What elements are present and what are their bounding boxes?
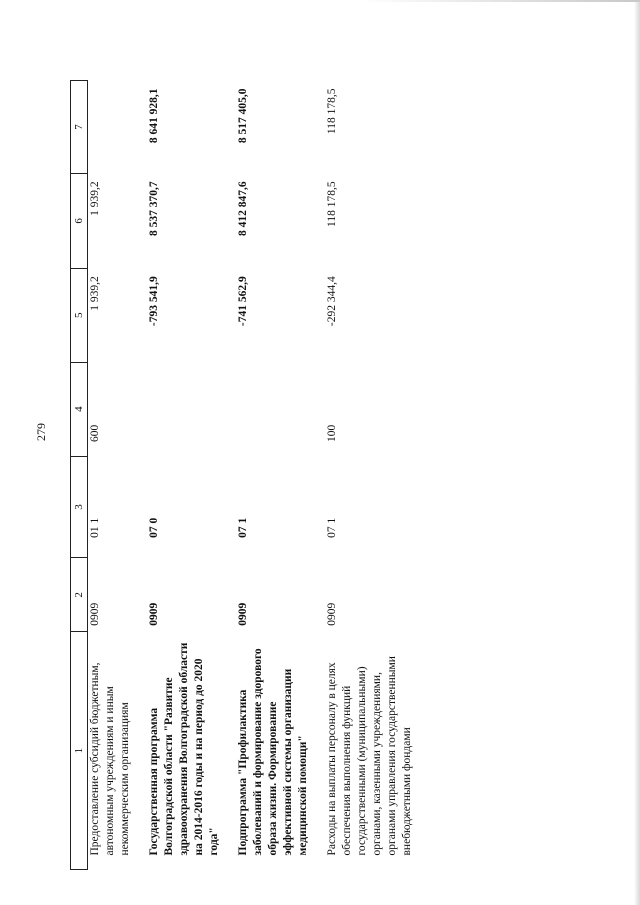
amount-col5: -793 541,9: [148, 276, 160, 327]
amount-col6: 8 537 370,7: [148, 181, 160, 237]
expense-type-code: 600: [89, 424, 101, 443]
program-code: 07 0: [148, 517, 160, 538]
amount-col7: [88, 81, 134, 174]
row-name: Расходы на выплаты персоналу в целях обеспечения выполнения функций государственными (муниципальными) органами, казенными учреждениями, органами управления государственными внебюджетными фондами: [326, 656, 413, 856]
scan-edge: [634, 0, 640, 905]
column-header: 7: [71, 81, 88, 174]
section-code: 0909: [326, 602, 338, 626]
amount-col7: 8 517 405,0: [237, 88, 249, 144]
column-header: 1: [71, 632, 88, 870]
amount-col5: 1 939,2: [89, 276, 101, 311]
amount-col6: 118 178,5: [326, 181, 338, 227]
section-code: 0909: [89, 602, 101, 626]
table-header-row: [71, 81, 88, 870]
amount-col6: 8 412 847,6: [237, 181, 249, 237]
budget-table: [70, 80, 415, 870]
column-header: 5: [71, 268, 88, 362]
expense-type-code: [147, 362, 222, 456]
table-row: [325, 81, 415, 870]
amount-col5: -741 562,9: [237, 276, 249, 327]
column-header: 6: [71, 173, 88, 268]
page-number: 279: [34, 423, 48, 441]
expense-type-code: 100: [326, 424, 338, 443]
amount-col5: -292 344,4: [326, 276, 338, 327]
row-spacer: [222, 81, 236, 870]
row-name: Государственная программа Волгоградской области "Развитие здравоохранения Волгоградской области на 2014-2016 годы и на период до 2020 года": [148, 642, 220, 856]
program-code: 01 1: [89, 517, 101, 538]
rotated-page: [70, 80, 630, 870]
column-header: 2: [71, 558, 88, 632]
column-header: 4: [71, 362, 88, 456]
expense-type-code: [236, 362, 311, 456]
amount-col6: 1 939,2: [89, 181, 101, 216]
amount-col7: 118 178,5: [326, 88, 338, 135]
section-code: 0909: [148, 602, 160, 626]
section-code: 0909: [237, 602, 249, 626]
row-name: Подпрограмма "Профилактика заболеваний и формирование здорового образа жизни. Формирование эффективной системы организации медицинской помощи": [237, 648, 309, 856]
program-code: 07 1: [237, 517, 249, 538]
table-row: [236, 81, 311, 870]
table-row: [88, 81, 134, 870]
amount-col7: 8 641 928,1: [148, 88, 160, 144]
row-spacer: [311, 81, 325, 870]
row-spacer: [133, 81, 147, 870]
program-code: 07 1: [326, 517, 338, 538]
scan-top-shadow: [360, 0, 640, 2]
row-name: Предоставление субсидий бюджетным, автономным учреждениям и иным некоммерческим организациям: [89, 662, 131, 856]
table-row: [147, 81, 222, 870]
column-header: 3: [71, 456, 88, 558]
